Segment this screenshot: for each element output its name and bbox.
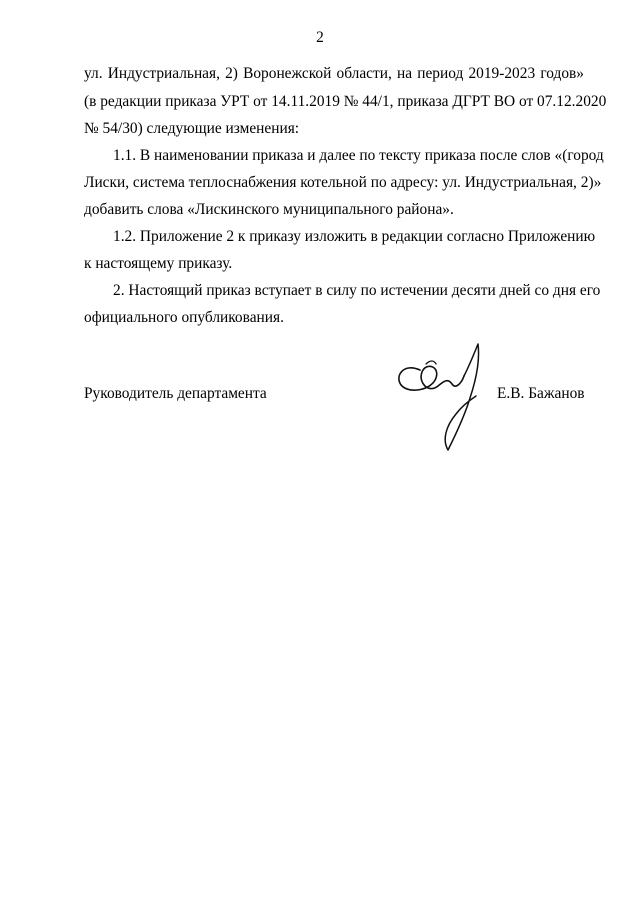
handwritten-signature: [390, 340, 490, 455]
item-2-line-1: 2. Настоящий приказ вступает в силу по истечении десяти дней со дня его: [113, 282, 601, 299]
item-1-1-line-3: добавить слова «Лискинского муниципального района».: [84, 201, 454, 218]
item-1-1-line-1: 1.1. В наименовании приказа и далее по тексту приказа после слов «(город: [113, 147, 604, 164]
intro-line-2: (в редакции приказа УРТ от 14.11.2019 № 44/1, приказа ДГРТ ВО от 07.12.2020: [84, 93, 607, 110]
signatory-title: Руководитель департамента: [84, 385, 267, 402]
signatory-name: Е.В. Бажанов: [497, 385, 585, 402]
item-1-2-line-1: 1.2. Приложение 2 к приказу изложить в редакции согласно Приложению: [113, 228, 596, 245]
page-number: 2: [316, 29, 324, 46]
intro-line-1: ул. Индустриальная, 2) Воронежской области, на период 2019-2023 годов»: [84, 65, 584, 82]
item-1-2-line-2: к настоящему приказу.: [84, 255, 233, 272]
item-1-1-line-2: Лиски, система теплоснабжения котельной по адресу: ул. Индустриальная, 2)»: [84, 174, 602, 191]
intro-line-3: № 54/30) следующие изменения:: [84, 120, 300, 137]
item-2-line-2: официального опубликования.: [84, 309, 284, 326]
